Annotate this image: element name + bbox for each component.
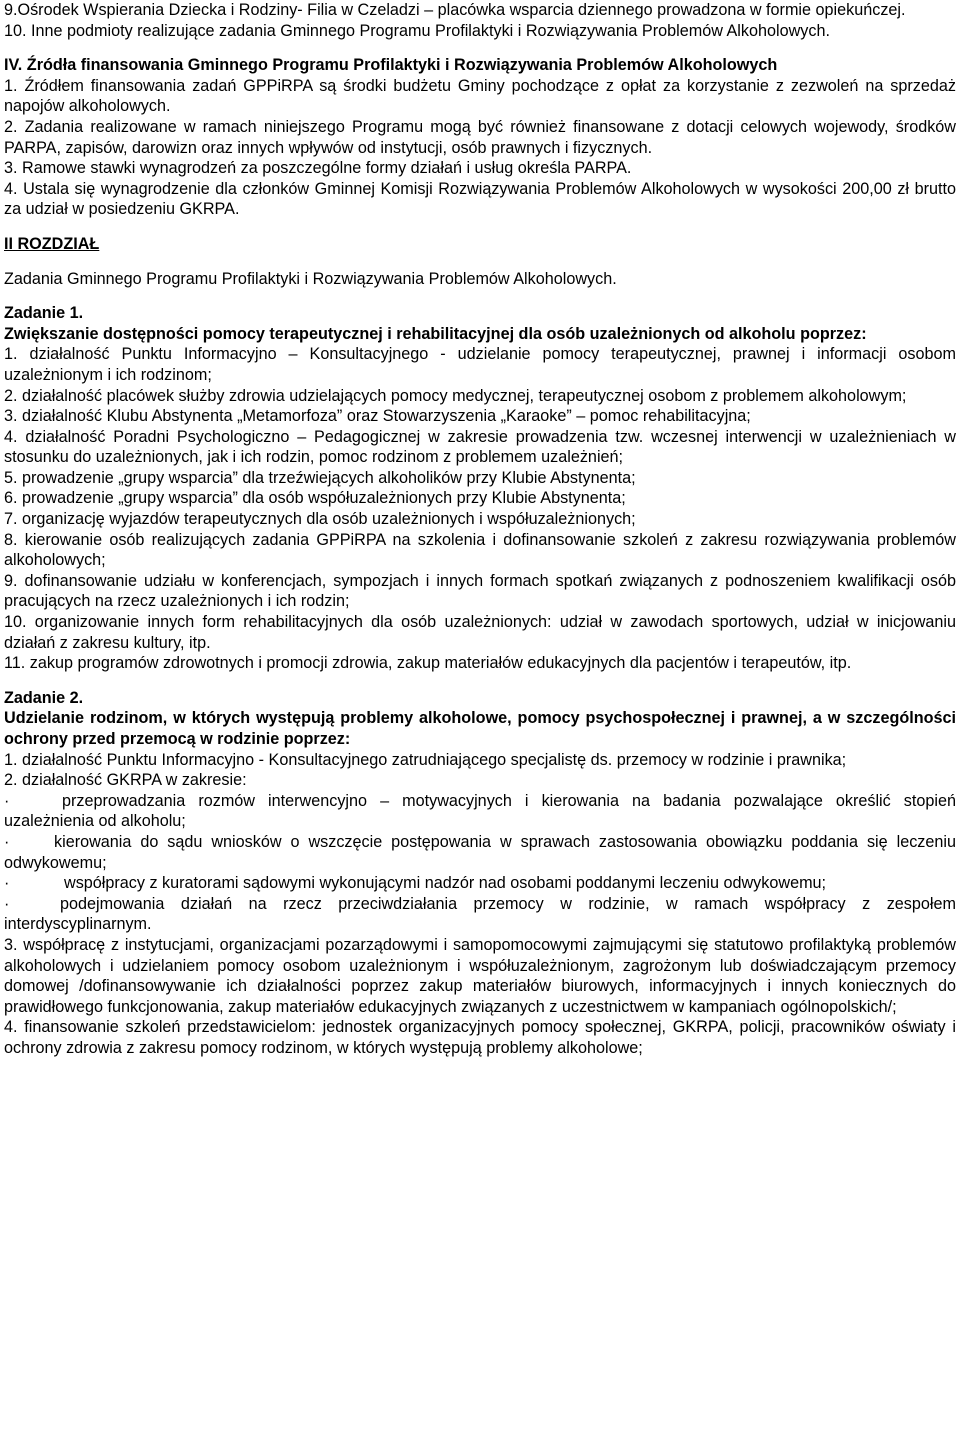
list-item: 9. dofinansowanie udziału w konferencjach, sympozjach i innych formach spotkań związanych z podnoszeniem kwalifikacji osób pracujących na rzecz uzależnionych i ich rodzin; (4, 571, 956, 611)
list-item: 2. Zadania realizowane w ramach niniejszego Programu mogą być również finansowane z dotacji celowych wojewody, środków PARPA, zapisów, darowizn oraz innych wpływów od instytucji, osób prawnych i fizycznych. (4, 117, 956, 157)
bullet-text: podejmowania działań na rzecz przeciwdziałania przemocy w rodzinie, w ramach współpracy z zespołem interdyscyplinarnym. (4, 894, 956, 934)
list-item: 10. organizowanie innych form rehabilitacyjnych dla osób uzależnionych: udział w zawodach sportowych, udział w inicjowaniu działań z zakresu kultury, itp. (4, 613, 956, 652)
task-label: Zadanie 1. (4, 304, 84, 323)
bullet-mark: · (4, 894, 10, 913)
task-title: Udzielanie rodzinom, w których występują problemy alkoholowe, pomocy psychospołecznej i prawnej, a w szczególności ochrony przed przemocą w rodzinie poprzez: (4, 709, 956, 748)
list-item: 3. Ramowe stawki wynagrodzeń za poszczególne formy działań i usług określa PARPA. (4, 159, 632, 178)
list-item: 1. działalność Punktu Informacyjno – Konsultacyjnego - udzielanie pomocy terapeutycznej, prawnej i informacji osobom uzależnionym i ich rodzinom; (4, 345, 956, 384)
bullet-item (4, 873, 956, 894)
list-item: 1. działalność Punktu Informacyjno - Konsultacyjnego zatrudniającego specjalistę ds. przemocy w rodzinie i prawnika; (4, 750, 847, 769)
task-title: Zwiększanie dostępności pomocy terapeutycznej i rehabilitacyjnej dla osób uzależnionych od alkoholu poprzez: (4, 324, 867, 343)
bullet-item (4, 832, 956, 873)
section-heading: IV. Źródła finansowania Gminnego Programu Profilaktyki i Rozwiązywania Problemów Alkoholowych (4, 56, 778, 75)
list-item: 5. prowadzenie „grupy wsparcia” dla trzeźwiejących alkoholików przy Klubie Abstynenta; (4, 468, 636, 487)
bullet-text: kierowania do sądu wniosków o wszczęcie postępowania w sprawach zastosowania obowiązku poddania się leczeniu odwykowemu; (4, 832, 956, 872)
list-item: 2. działalność GKRPA w zakresie: (4, 771, 247, 790)
list-item: 7. organizację wyjazdów terapeutycznych dla osób uzależnionych i współuzależnionych; (4, 510, 636, 529)
bullet-text: przeprowadzania rozmów interwencyjno – motywacyjnych i kierowania na badania pozwalające określić stopień uzależnienia od alkoholu; (4, 791, 956, 831)
bullet-mark: · (4, 874, 10, 893)
list-item: 10. Inne podmioty realizujące zadania Gminnego Programu Profilaktyki i Rozwiązywania Problemów Alkoholowych. (4, 21, 830, 40)
chapter-subtitle: Zadania Gminnego Programu Profilaktyki i Rozwiązywania Problemów Alkoholowych. (4, 269, 617, 288)
list-item: 2. działalność placówek służby zdrowia udzielających pomocy medycznej, terapeutycznej osobom z problemem alkoholowym; (4, 386, 907, 405)
list-item: 4. finansowanie szkoleń przedstawicielom: jednostek organizacyjnych pomocy społecznej, GKRPA, policji, pracowników oświaty i ochrony zdrowia z zakresu pomocy rodzinom, w których występują problemy alkoholowe; (4, 1018, 956, 1057)
bullet-mark: · (4, 791, 10, 810)
list-item: 1. Źródłem finansowania zadań GPPiRPA są środki budżetu Gminy pochodzące z opłat za korzystanie z zezwoleń na sprzedaż napojów alkoholowych. (4, 76, 956, 116)
chapter-heading: II ROZDZIAŁ (4, 234, 100, 253)
list-item: 6. prowadzenie „grupy wsparcia” dla osób współuzależnionych przy Klubie Abstynenta; (4, 489, 626, 508)
list-item: 9.Ośrodek Wspierania Dziecka i Rodziny- Filia w Czeladzi – placówka wsparcia dziennego prowadzona w formie opiekuńczej. (4, 1, 906, 19)
bullet-mark: · (4, 832, 10, 851)
bullet-item (4, 894, 956, 935)
list-item: 3. współpracę z instytucjami, organizacjami pozarządowymi i samopomocowymi zajmującymi się statutowo profilaktyką problemów alkoholowych i udzielaniem pomocy osobom uzależnionym i współuzależnionym, zagrożonym lub doświadczającym przemocy domowej /dofinansowywanie ich działalności poprzez zakup materiałów biurowych, informacyjnych i innych koniecznych do prawidłowego funkcjonowania, zakup materiałów edukacyjnych związanych z uczestnictwem w kampaniach ogólnopolskich/; (4, 935, 956, 1016)
task-label: Zadanie 2. (4, 688, 84, 707)
bullet-text: współpracy z kuratorami sądowymi wykonującymi nadzór nad osobami poddanymi leczeniu odwykowemu; (64, 874, 827, 893)
list-item: 4. działalność Poradni Psychologiczno – Pedagogicznej w zakresie prowadzenia tzw. wczesnej interwencji w uzależnieniach w stosunku do uzależnionych, jak i ich rodzin, pomoc rodzinom z problemem uzależnień; (4, 427, 956, 467)
list-item: 8. kierowanie osób realizujących zadania GPPiRPA na szkolenia i dofinansowanie szkoleń z zakresu rozwiązywania problemów alkoholowych; (4, 530, 956, 570)
bullet-item (4, 791, 956, 832)
list-item: 4. Ustala się wynagrodzenie dla członków Gminnej Komisji Rozwiązywania Problemów Alkoholowych w wysokości 200,00 zł brutto za udział w posiedzeniu GKRPA. (4, 179, 956, 219)
list-item: 11. zakup programów zdrowotnych i promocji zdrowia, zakup materiałów edukacyjnych dla pacjentów i terapeutów, itp. (4, 654, 852, 673)
list-item: 3. działalność Klubu Abstynenta „Metamorfoza” oraz Stowarzyszenia „Karaoke” – pomoc rehabilitacyjna; (4, 407, 751, 426)
